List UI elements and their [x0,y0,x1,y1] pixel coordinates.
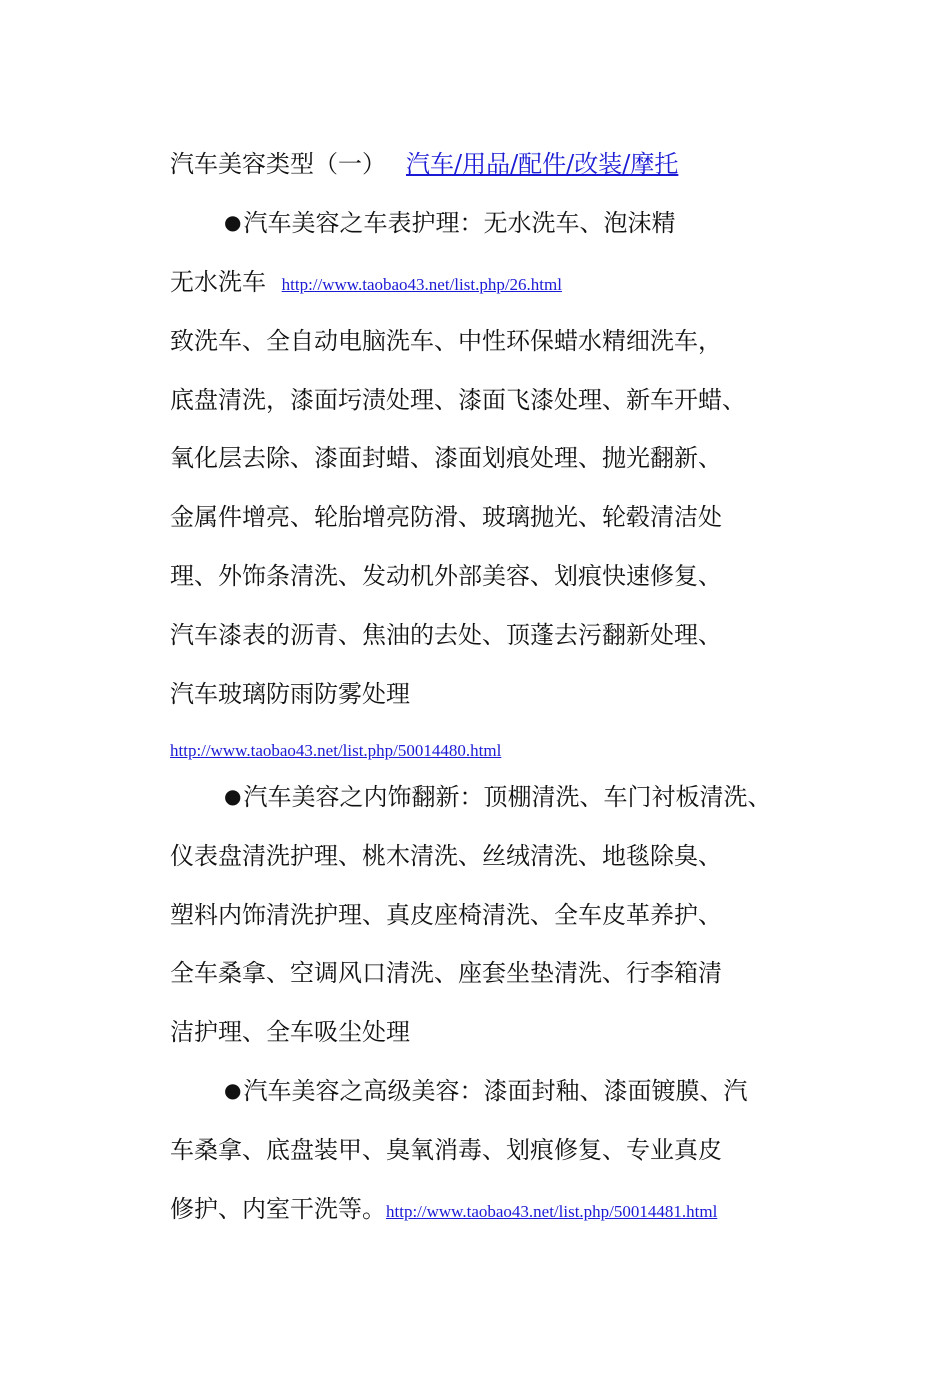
section-3-intro [224,1074,747,1109]
section-2-intro [224,780,771,815]
section-1-intro-text: 汽车美容之车表护理：无水洗车、泡沫精 [243,209,676,237]
section-3-intro-text: 汽车美容之高级美容：漆面封釉、漆面镀膜、汽 [243,1077,748,1105]
section-3-line-2 [170,1192,717,1229]
section-2-intro-text: 汽车美容之内饰翻新：顶棚清洗、车门衬板清洗、 [243,783,772,811]
section-1-line-1-text: 无水洗车 [170,268,266,296]
section-1-line-7: 汽车漆表的沥青、焦油的去处、顶蓬去污翻新处理、 [170,621,722,649]
section-3-url-link[interactable]: http://www.taobao43.net/list.php/50014481.html [386,1202,718,1221]
section-1-line-4: 氧化层去除、漆面封蜡、漆面划痕处理、抛光翻新、 [170,444,722,472]
section-1-line-2: 致洗车、全自动电脑洗车、中性环保蜡水精细洗车， [170,327,722,355]
section-2-line-3: 全车桑拿、空调风口清洗、座套坐垫清洗、行李箱清 [170,959,722,987]
section-3-line-1: 车桑拿、底盘装甲、臭氧消毒、划痕修复、专业真皮 [170,1136,722,1164]
heading-line [170,147,678,181]
section-2-line-4: 洁护理、全车吸尘处理 [170,1018,410,1046]
section-1-line-1 [170,265,562,302]
section-1-line-3: 底盘清洗，漆面圬渍处理、漆面飞漆处理、新车开蜡、 [170,386,746,414]
section-1-line-8: 汽车玻璃防雨防雾处理 [170,680,410,708]
inline-url-link[interactable]: http://www.taobao43.net/list.php/26.html [281,275,562,294]
section-1-line-5: 金属件增亮、轮胎增亮防滑、玻璃抛光、轮毂清洁处 [170,503,722,531]
section-2-line-2: 塑料内饰清洗护理、真皮座椅清洗、全车皮革养护、 [170,901,722,929]
section-1-intro [224,206,675,241]
section-1-url-line [170,731,501,768]
section-2-line-1: 仪表盘清洗护理、桃木清洗、丝绒清洗、地毯除臭、 [170,842,722,870]
section-1-url-link[interactable]: http://www.taobao43.net/list.php/50014480.html [170,741,502,760]
bullet-icon: ● [224,1078,242,1102]
section-3-line-2-text: 修护、内室干洗等。 [170,1195,386,1223]
bullet-icon: ● [224,210,242,234]
bullet-icon: ● [224,784,242,808]
page-title: 汽车美容类型（一） [170,150,386,178]
category-link[interactable]: 汽车/用品/配件/改装/摩托 [406,150,679,178]
section-1-line-6: 理、外饰条清洗、发动机外部美容、划痕快速修复、 [170,562,722,590]
